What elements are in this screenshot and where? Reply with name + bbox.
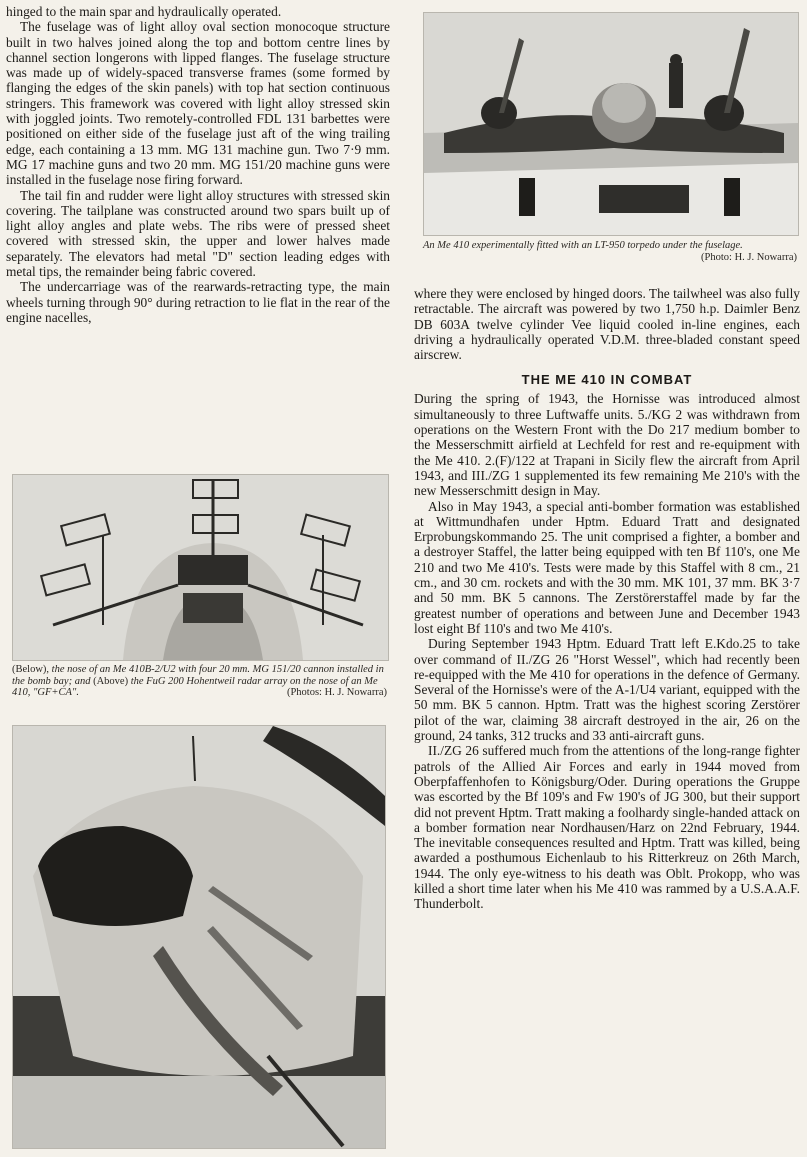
photo-credit: (Photo: H. J. Nowarra) xyxy=(701,251,797,263)
caption-middle-left xyxy=(12,664,387,699)
caption-text: the FuG 200 Hohentweil radar array on the nose of an Me 410, "GF+CA". xyxy=(12,675,378,698)
right-column-text xyxy=(414,286,800,912)
caption-text: (Below), xyxy=(12,664,50,675)
photo-radar-array xyxy=(12,474,389,661)
photo-nose-cannon xyxy=(12,725,386,1149)
paragraph: Also in May 1943, a special anti-bomber formation was established at Wittmundhafen under Hptm. Eduard Tratt and designated Erprobungskommando 25. The unit comprised a fighter, a bomber and a destroyer Staffel, the latter being equipped with ten Bf 110's, one Me 210 and two Me 410's. Tests were made by this Staffel with 8 cm., 21 cm., and 30 cm. rockets and with the 30 mm. MK 101, 37 mm. BK 3·7 and 50 mm. BK 5 cannons. The Zerstörerstaffel made by far the greatest number of operations and between June and December 1943 lost eight Bf 110's and two Me 410's. xyxy=(414,498,800,636)
paragraph: where they were enclosed by hinged doors. The tailwheel was also fully retractable. The aircraft was powered by two 1,750 h.p. Daimler Benz DB 603A twelve cylinder Vee liquid cooled in-line engines, each driving a hydraulically operated V.D.M. three-bladed constant speed airscrew. xyxy=(414,286,800,363)
caption-text: (Above) xyxy=(93,675,129,687)
paragraph: II./ZG 26 suffered much from the attentions of the long-range fighter patrols of the Allied Air Forces and early in 1944 moved from Oberpfaffenhofen to Königsburg/Oder. During operations the Gruppe was escorted by the Bf 109's and Fw 190's of JG 300, but their support did not prevent Hptm. Tratt making a foolhardy single-handed attack on a bomber formation near Nordhausen/Harz on 22nd February, 1944. The inevitable consequences resulted and Hptm. Tratt was killed, being awarded a posthumous Eichenlaub to his Ritterkreuz on 26th March, 1944. The only eye-witness to his death was Oblt. Prokopp, who was killed a short time later when his Me 410 was rammed by a U.S.A.A.F. Thunderbolt. xyxy=(414,743,800,912)
caption-text: An Me 410 experimentally fitted with an LT-950 torpedo under the fuselage. xyxy=(423,240,743,251)
section-heading: THE ME 410 IN COMBAT xyxy=(521,372,693,388)
paragraph: The tail fin and rudder were light alloy structures with stressed skin covering. The tailplane was constructed around two spars built up of light alloy angles and plate webs. The ribs were of pressed sheet covered with stressed skin, the upper and lower halves made separately. The elevators had metal "D" section leading edges with metal tips, the remainder being fabric covered. xyxy=(6,187,390,280)
paragraph: During the spring of 1943, the Hornisse was introduced almost simultaneously to three Luftwaffe units. 5./KG 2 was withdrawn from operations on the Western Front with the Do 217 medium bomber to the Messerschmitt airfield at Lechfeld for rest and re-equipment with the Me 410. 2.(F)/122 at Trapani in Sicily flew the aircraft from April 1943, and III./ZG 1 supplemented its few remaining Me 210's with the new Messerschmitt design in May. xyxy=(414,391,800,499)
caption-top-right xyxy=(423,240,797,263)
paragraph: hinged to the main spar and hydraulically operated. xyxy=(6,4,282,19)
caption-text: the nose of an Me 410B-2/U2 with four 20 mm. MG 151/20 cannon installed in the bomb bay; and xyxy=(12,664,384,687)
paragraph: The undercarriage was of the rearwards-retracting type, the main wheels turning through 90° during retraction to lie flat in the rear of the engine nacelles, xyxy=(6,279,390,325)
left-column-text xyxy=(6,4,390,325)
paragraph: The fuselage was of light alloy oval section monocoque structure built in two halves joined along the top and bottom centre lines by channel section longerons with lipped flanges. The fuselage structure was made up of widely-spaced transverse frames (some formed by flanging the edges of the skin panels) with top hat section continuous stringers. This framework was covered with light alloy stressed skin with joggled joints. Two remotely-controlled FDL 131 barbettes were positioned on either side of the fuselage just aft of the wing trailing edge, each containing a 13 mm. MG 131 machine gun. Two 7·9 mm. MG 17 machine guns and two 20 mm. MG 151/20 machine guns were installed in the fuselage nose firing forward. xyxy=(6,19,390,188)
paragraph: During September 1943 Hptm. Eduard Tratt left E.Kdo.25 to take over command of II./ZG 26 "Horst Wessel", which had recently been re-equipped with the Me 410 for operations in the defence of Germany. Several of the Hornisse's were of the A-1/U4 variant, equipped with the 50 mm. BK 5 cannon. Hptm. Tratt was the highest scoring Zerstörer pilot of the war, claiming 38 aircraft destroyed in the air, 26 on the ground, 24 tanks, 312 trucks and 33 anti-aircraft guns. xyxy=(414,636,800,744)
photo-credit: (Photos: H. J. Nowarra) xyxy=(286,687,387,698)
photo-me410-torpedo xyxy=(423,12,799,236)
